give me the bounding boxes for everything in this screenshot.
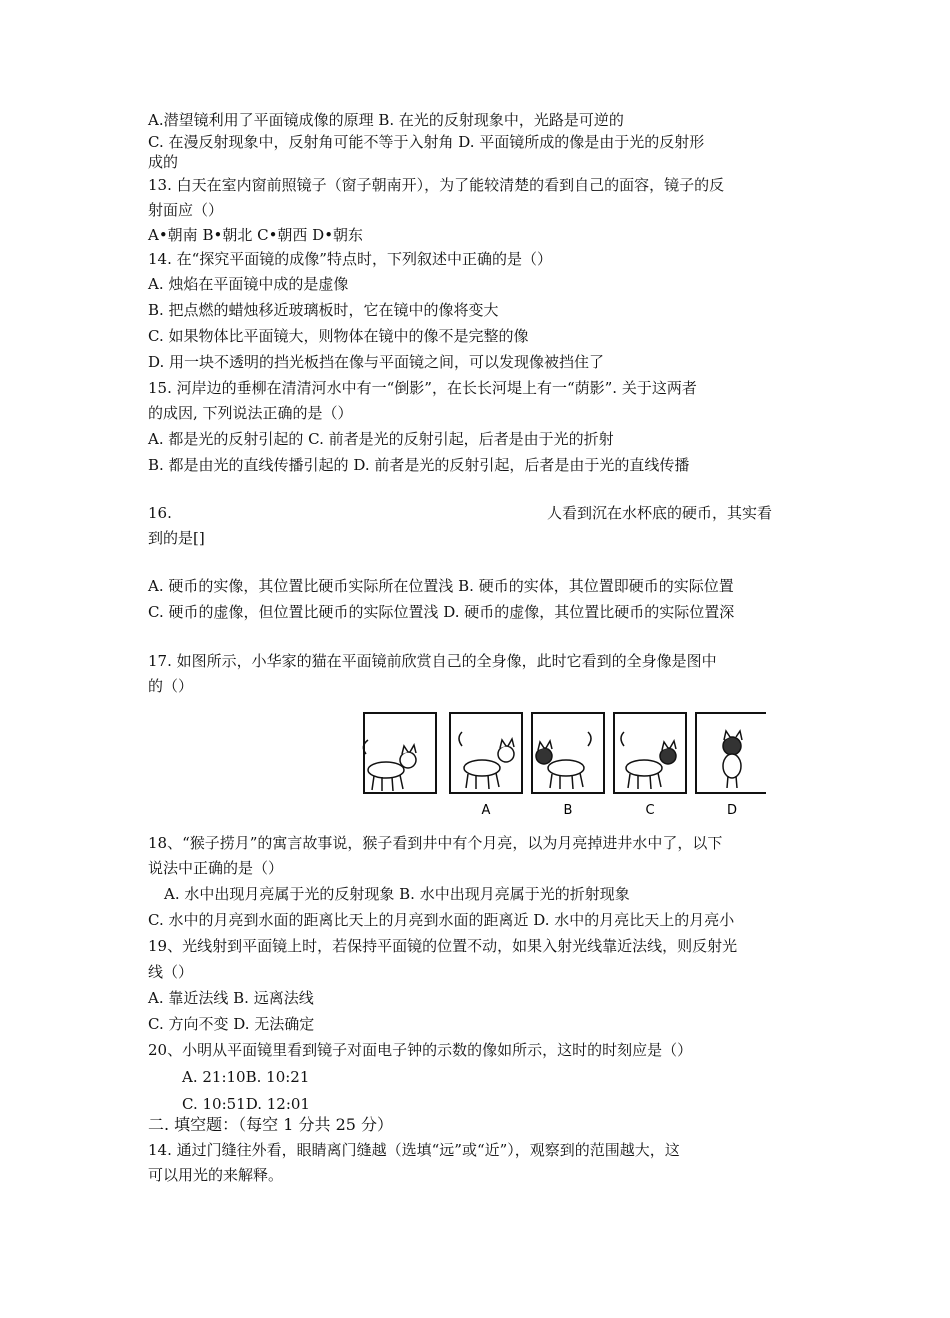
cat-mirror-figure	[356, 710, 766, 822]
question-18-stem-cont: 说法中正确的是（）	[148, 859, 284, 877]
question-19-stem: 19、光线射到平面镜上时，若保持平面镜的位置不动，如果入射光线靠近法线，则反射光	[148, 937, 738, 955]
question-14-option-b: B. 把点燃的蜡烛移近玻璃板时，它在镜中的像将变大	[148, 301, 499, 319]
question-16-options-ab: A. 硬币的实像，其位置比硬币实际所在位置浅 B. 硬币的实体，其位置即硬币的实际位置	[148, 577, 734, 595]
figure-label-d: D	[726, 803, 738, 818]
fill-in-14-stem-cont: 可以用光的来解释。	[148, 1166, 284, 1184]
question-18-stem: 18、“猴子捞月”的寓言故事说，猴子看到井中有个月亮，以为月亮掉进井水中了，以下	[148, 834, 723, 852]
cat-b-icon	[536, 732, 591, 789]
question-14-option-a: A. 烛焰在平面镜中成的是虚像	[148, 275, 349, 293]
question-16-options-cd: C. 硬币的虚像，但位置比硬币的实际位置浅 D. 硬币的虚像，其位置比硬币的实际位置深	[148, 603, 735, 621]
question-19-stem-cont: 线（）	[148, 963, 194, 981]
cat-original-icon	[363, 740, 416, 791]
question-18-options-cd: C. 水中的月亮到水面的距离比天上的月亮到水面的距离近 D. 水中的月亮比天上的月亮小	[148, 911, 735, 929]
cat-a-icon	[459, 732, 514, 789]
fill-in-14-stem: 14. 通过门缝往外看，眼睛离门缝越（选填“远”或“近”），观察到的范围越大，这	[148, 1141, 680, 1159]
question-19-options-ab: A. 靠近法线 B. 远离法线	[148, 989, 314, 1007]
question-13-stem: 13. 白天在室内窗前照镜子（窗子朝南开），为了能较清楚的看到自己的面容，镜子的反	[148, 176, 725, 194]
question-20-stem: 20、小明从平面镜里看到镜子对面电子钟的示数的像如所示，这时的时刻应是（）	[148, 1041, 693, 1059]
question-13-options: A•朝南 B•朝北 C•朝西 D•朝东	[148, 226, 364, 244]
question-16-number: 16.	[148, 504, 172, 522]
text-line: A.潜望镜利用了平面镜成像的原理 B. 在光的反射现象中，光路是可逆的	[148, 111, 624, 129]
question-14-option-d: D. 用一块不透明的挡光板挡在像与平面镜之间，可以发现像被挡住了	[148, 353, 605, 371]
question-20-options-ab: A. 21:10B. 10:21	[182, 1068, 310, 1086]
figure-label-c: C	[645, 803, 655, 818]
mirror-frame-original	[364, 713, 436, 793]
question-17-stem: 17. 如图所示，小华家的猫在平面镜前欣赏自己的全身像，此时它看到的全身像是图中	[148, 652, 717, 670]
question-15-stem: 15. 河岸边的垂柳在清清河水中有一“倒影”，在长长河堤上有一“荫影”. 关于这两者	[148, 379, 697, 397]
question-14-option-c: C. 如果物体比平面镜大，则物体在镜中的像不是完整的像	[148, 327, 529, 345]
question-15-stem-cont: 的成因, 下列说法正确的是（）	[148, 404, 353, 422]
question-15-options-bd: B. 都是由光的直线传播引起的 D. 前者是光的反射引起，后者是由于光的直线传播	[148, 456, 690, 474]
question-16-stem-cont: 到的是[]	[148, 529, 205, 547]
cat-d-icon	[723, 731, 742, 788]
figure-label-a: A	[481, 803, 491, 818]
question-19-options-cd: C. 方向不变 D. 无法确定	[148, 1015, 315, 1033]
section-heading-fill-in: 二. 填空题：（每空 1 分共 25 分）	[148, 1115, 394, 1134]
question-17-stem-cont: 的（）	[148, 677, 194, 695]
cat-c-icon	[621, 732, 676, 789]
question-18-options-ab: A. 水中出现月亮属于光的反射现象 B. 水中出现月亮属于光的折射现象	[164, 885, 630, 903]
text-line: C. 在漫反射现象中，反射角可能不等于入射角 D. 平面镜所成的像是由于光的反射形	[148, 133, 705, 151]
question-15-options-ac: A. 都是光的反射引起的 C. 前者是光的反射引起，后者是由于光的折射	[148, 430, 614, 448]
question-16-stem: 人看到沉在水杯底的硬币，其实看	[547, 504, 773, 522]
question-20-options-cd: C. 10:51D. 12:01	[182, 1095, 310, 1113]
question-14-stem: 14. 在“探究平面镜的成像”特点时，下列叙述中正确的是（）	[148, 250, 552, 268]
figure-label-b: B	[563, 803, 573, 818]
question-13-stem-cont: 射面应（）	[148, 201, 224, 219]
text-line: 成的	[148, 153, 179, 171]
